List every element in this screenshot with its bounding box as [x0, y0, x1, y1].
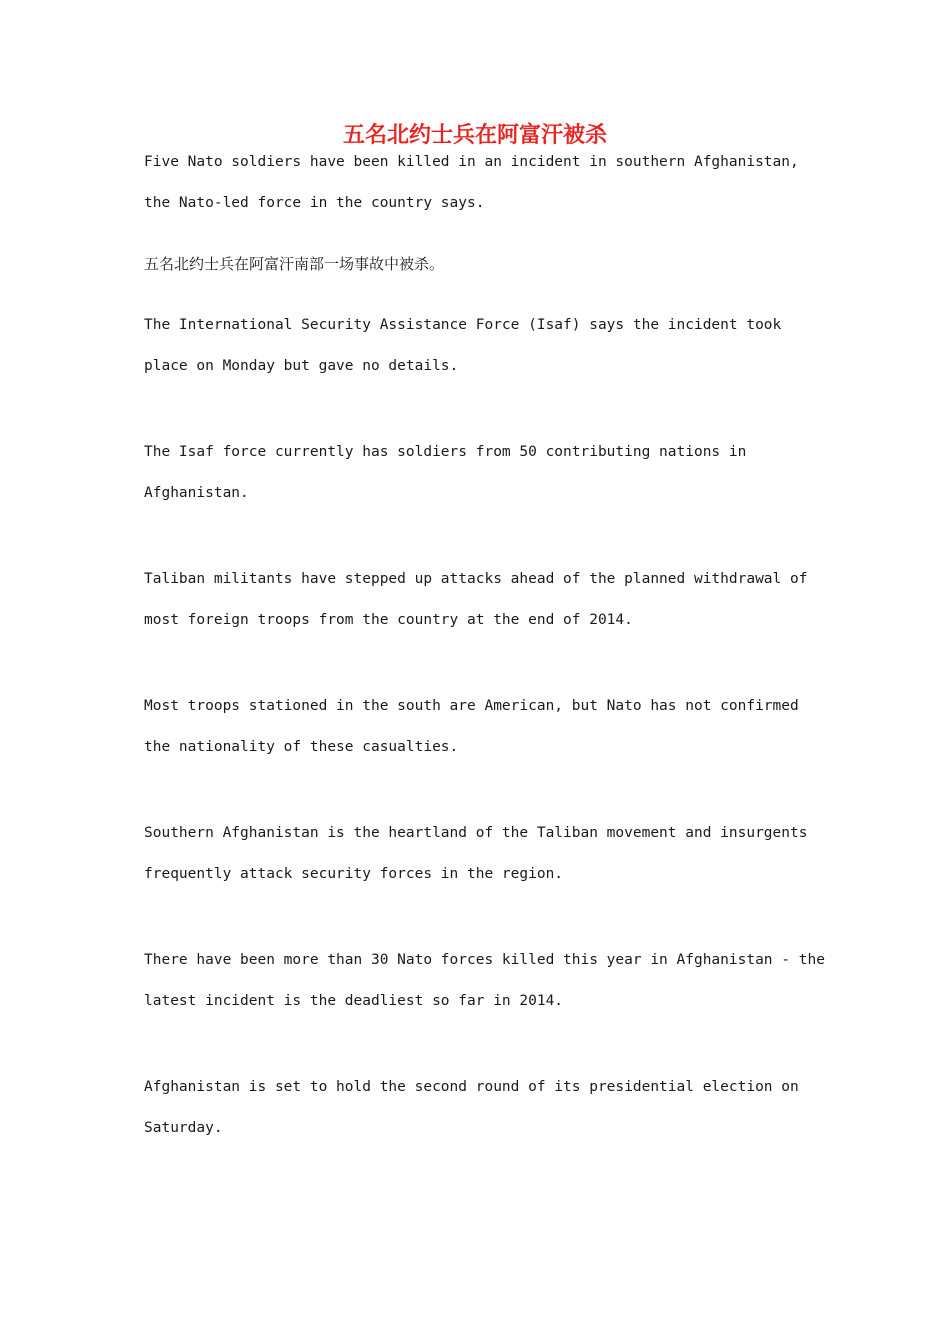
paragraph-5-line-2: the nationality of these casualties.	[144, 739, 459, 755]
paragraph-3-line-1: The Isaf force currently has soldiers from 50 contributing nations in	[144, 444, 747, 460]
paragraph-6-line-1: Southern Afghanistan is the heartland of the Taliban movement and insurgents	[144, 825, 808, 841]
paragraph-4-line-2: most foreign troops from the country at the end of 2014.	[144, 612, 633, 628]
paragraph-6-line-2: frequently attack security forces in the region.	[144, 866, 564, 882]
paragraph-1-line-1: Five Nato soldiers have been killed in an incident in southern Afghanistan,	[144, 154, 799, 170]
paragraph-4-line-1: Taliban militants have stepped up attacks ahead of the planned withdrawal of	[144, 571, 808, 587]
paragraph-8-line-2: Saturday.	[144, 1120, 223, 1136]
paragraph-2-line-1: The International Security Assistance Force (Isaf) says the incident took	[144, 317, 782, 333]
paragraph-8-line-1: Afghanistan is set to hold the second round of its presidential election on	[144, 1079, 799, 1095]
paragraph-2-line-2: place on Monday but gave no details.	[144, 358, 459, 374]
paragraph-1-line-2: the Nato-led force in the country says.	[144, 195, 485, 211]
document-title: 五名北约士兵在阿富汗被杀	[342, 123, 607, 148]
paragraph-1-translation: 五名北约士兵在阿富汗南部一场事故中被杀。	[144, 255, 445, 273]
paragraph-7-line-2: latest incident is the deadliest so far in 2014.	[144, 993, 564, 1009]
paragraph-3-line-2: Afghanistan.	[144, 485, 249, 501]
paragraph-5-line-1: Most troops stationed in the south are American, but Nato has not confirmed	[144, 698, 799, 714]
paragraph-7-line-1: There have been more than 30 Nato forces killed this year in Afghanistan - the	[144, 952, 825, 968]
